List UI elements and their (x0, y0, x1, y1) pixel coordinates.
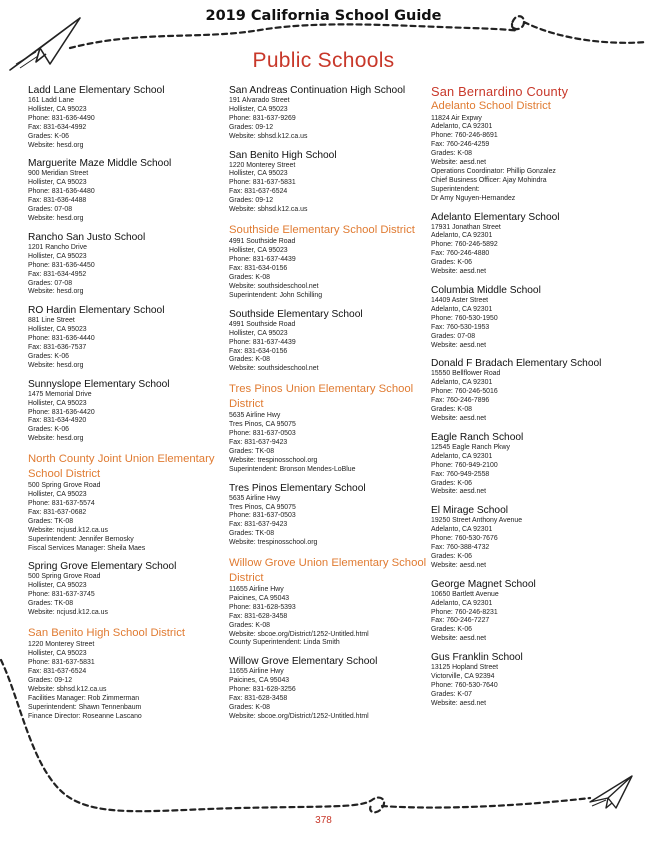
entry-detail-line: Hollister, CA 95023 (28, 650, 87, 658)
page-number: 378 (315, 815, 332, 826)
entry-detail-line: 15550 Bellflower Road (431, 370, 501, 378)
entry-detail-line: 5635 Airline Hwy (229, 412, 281, 420)
school-entry (229, 656, 427, 721)
school-entry (431, 212, 631, 277)
entry-detail-line: Fax: 831-634-4920 (28, 417, 87, 425)
entry-detail-line: Grades: K-06 (431, 626, 472, 634)
entry-detail-line: 10650 Bartlett Avenue (431, 590, 499, 598)
entry-detail-line: 191 Alvarado Street (229, 97, 290, 104)
entry-detail-line: Paicines, CA 95043 (229, 594, 290, 602)
school-name: Donald F Bradach Elementary School (431, 358, 602, 370)
entry-detail-line: Hollister, CA 95023 (28, 179, 87, 187)
entry-detail-line: Superintendent: Bronson Mendes-LoBlue (229, 465, 356, 473)
school-name: Gus Franklin School (431, 652, 523, 664)
entry-detail-line: Phone: 831-636-4450 (28, 261, 95, 269)
entry-detail-line: Fax: 760-246-4880 (431, 250, 490, 258)
entry-detail-line: Tres Pinos, CA 95075 (229, 503, 296, 511)
entry-detail-line: Superintendent: Jennifer Bernosky (28, 535, 134, 543)
district-heading: Adelanto School District (431, 100, 551, 112)
entry-detail-line: Finance Director: Roseanne Lascano (28, 712, 142, 720)
entry-detail-line: Fax: 760-388-4732 (431, 544, 490, 552)
entry-detail-line: Grades: K-08 (229, 356, 270, 364)
entry-detail-line: Adelanto, CA 92301 (431, 526, 493, 534)
entry-detail-line: Phone: 831-636-4490 (28, 114, 95, 122)
entry-detail-line: Website: southsideschool.net (229, 283, 319, 290)
paper-airplane-icon (586, 772, 636, 814)
school-name: Rancho San Justo School (28, 231, 146, 243)
district-heading: Southside Elementary School District (229, 223, 415, 236)
entry-detail-line: Hollister, CA 95023 (28, 399, 87, 407)
district-entry (229, 223, 427, 301)
school-name: San Andreas Continuation High School (229, 85, 406, 96)
district-entry (229, 382, 427, 474)
school-name: Marguerite Maze Middle School (28, 158, 172, 170)
entry-detail-line: Website: aesd.net (431, 635, 487, 643)
entry-detail-line: Phone: 831-636-4440 (28, 335, 95, 343)
entry-detail-line: Adelanto, CA 92301 (431, 305, 493, 313)
entry-detail-line: 1201 Rancho Drive (28, 243, 87, 251)
school-entry (229, 483, 427, 548)
entry-detail-line: 19250 Street Anthony Avenue (431, 517, 523, 525)
entry-detail-line: 161 Ladd Lane (28, 97, 74, 104)
district-heading: North County Joint Union Elementary School District (28, 453, 215, 480)
school-entry (431, 652, 631, 709)
school-name: El Mirage School (431, 505, 509, 517)
entry-detail-line: 11655 Airline Hwy (229, 586, 284, 594)
entry-detail-line: Website: sbhsd.k12.ca.us (229, 132, 308, 140)
district-heading: Tres Pinos Union Elementary School District (229, 383, 414, 410)
entry-detail-line: Hollister, CA 95023 (28, 491, 87, 499)
entry-detail-line: Fax: 831-636-4488 (28, 197, 87, 205)
entry-detail-line: Phone: 831-636-4480 (28, 188, 95, 196)
entry-detail-line: Grades: K-06 (431, 552, 472, 560)
entry-detail-line: Website: aesd.net (431, 699, 487, 707)
entry-detail-line: 1220 Monterey Street (229, 161, 296, 169)
entry-detail-line: 17931 Jonathan Street (431, 223, 501, 231)
entry-detail-line: Fax: 760-246-7896 (431, 397, 490, 405)
entry-detail-line: Phone: 831-637-0503 (229, 512, 296, 520)
entry-detail-line: Fax: 831-634-0156 (229, 265, 288, 273)
column-3 (431, 85, 631, 717)
entry-detail-line: Phone: 760-246-8231 (431, 608, 498, 616)
entry-detail-line: Website: trespinosschool.org (229, 539, 318, 547)
entry-detail-line: Grades: K-06 (431, 259, 472, 267)
school-name: Southside Elementary School (229, 308, 363, 320)
section-title: Public Schools (252, 49, 395, 72)
school-name: George Magnet School (431, 578, 536, 590)
school-entry (229, 85, 427, 142)
entry-detail-line: Grades: TK-08 (28, 600, 74, 608)
entry-detail-line: Superintendent: (431, 185, 480, 193)
entry-detail-line: Website: trespinosschool.org (229, 456, 318, 464)
entry-detail-line: Phone: 760-530-7676 (431, 535, 498, 543)
school-entry (28, 232, 220, 297)
entry-detail-line: Phone: 831-637-3745 (28, 591, 95, 599)
entry-detail-line: Hollister, CA 95023 (229, 170, 288, 178)
entry-detail-line: Website: hesd.org (28, 435, 84, 443)
entry-detail-line: Fax: 831-628-3458 (229, 612, 288, 620)
entry-detail-line: Phone: 760-530-7640 (431, 682, 498, 689)
entry-detail-line: Phone: 831-637-5831 (28, 659, 95, 667)
entry-detail-line: Grades: 07-08 (28, 279, 73, 287)
entry-detail-line: 4991 Southside Road (229, 320, 296, 328)
entry-detail-line: Website: sbcoe.org/District/1252-Untitled.html (229, 630, 369, 638)
school-entry (229, 309, 427, 374)
entry-detail-line: 11655 Airline Hwy (229, 668, 284, 676)
entry-detail-line: 500 Spring Grove Road (28, 482, 101, 490)
entry-detail-line: Phone: 831-636-4420 (28, 408, 95, 416)
school-entry (28, 561, 220, 618)
entry-detail-line: Fax: 760-949-2558 (431, 470, 490, 478)
entry-detail-line: Website: ncjusd.k12.ca.us (28, 609, 108, 617)
school-entry (28, 379, 220, 444)
entry-detail-line: Fax: 831-634-4952 (28, 270, 87, 278)
entry-detail-line: Adelanto, CA 92301 (431, 379, 493, 387)
column-1 (28, 85, 220, 730)
entry-detail-line: Phone: 760-246-8691 (431, 132, 498, 140)
entry-detail-line: Fax: 831-636-7537 (28, 344, 87, 352)
entry-detail-line: Hollister, CA 95023 (28, 582, 87, 590)
school-entry (28, 85, 220, 150)
entry-detail-line: Grades: TK-08 (28, 517, 74, 525)
entry-detail-line: Website: hesd.org (28, 361, 84, 369)
entry-detail-line: Grades: K-06 (28, 426, 69, 434)
school-name: Ladd Lane Elementary School (28, 85, 165, 96)
entry-detail-line: Fax: 831-634-4992 (28, 123, 87, 131)
district-heading: San Benito High School District (28, 626, 185, 639)
entry-detail-line: Grades: K-08 (431, 150, 472, 158)
school-name: Sunnyslope Elementary School (28, 378, 170, 390)
school-entry (28, 158, 220, 223)
entry-detail-line: Grades: K-08 (229, 704, 270, 711)
entry-detail-line: Phone: 831-637-4439 (229, 338, 296, 346)
entry-detail-line: Website: aesd.net (431, 561, 487, 569)
school-entry (431, 285, 631, 350)
entry-detail-line: Phone: 831-637-5831 (229, 179, 296, 187)
district-entry (28, 452, 220, 553)
entry-detail-line: Phone: 760-530-1950 (431, 314, 498, 322)
school-name: Willow Grove Elementary School (229, 656, 378, 668)
entry-detail-line: Website: sbhsd.k12.ca.us (229, 206, 308, 214)
entry-detail-line: Fiscal Services Manager: Sheila Maes (28, 544, 146, 552)
entry-detail-line: County Superintendent: Linda Smith (229, 639, 340, 647)
column-2 (229, 85, 427, 730)
entry-detail-line: Adelanto, CA 92301 (431, 452, 493, 460)
entry-detail-line: Hollister, CA 95023 (229, 329, 288, 337)
entry-detail-line: Grades: 07-08 (28, 206, 73, 214)
school-entry (431, 505, 631, 570)
entry-detail-line: Facilities Manager: Rob Zimmerman (28, 694, 140, 702)
school-name: Adelanto Elementary School (431, 211, 560, 223)
entry-detail-line: Grades: 09-12 (229, 197, 274, 205)
entry-detail-line: Fax: 831-637-9423 (229, 438, 288, 446)
entry-detail-line: Chief Business Officer: Ajay Mohindra (431, 176, 547, 184)
entry-detail-line: 12545 Eagle Ranch Pkwy (431, 443, 510, 451)
district-entry (229, 556, 427, 648)
entry-detail-line: Grades: K-07 (431, 690, 472, 698)
entry-detail-line: Fax: 760-246-4259 (431, 141, 490, 149)
entry-detail-line: 13125 Hopland Street (431, 664, 499, 672)
entry-detail-line: Hollister, CA 95023 (28, 252, 87, 260)
entry-detail-line: 1220 Monterey Street (28, 641, 95, 649)
entry-detail-line: Grades: K-06 (28, 132, 69, 140)
entry-detail-line: Website: aesd.net (431, 268, 487, 276)
district-entry (28, 626, 220, 722)
school-entry (28, 305, 220, 370)
entry-detail-line: Website: sbcoe.org/District/1252-Untitled.html (229, 712, 369, 720)
county-heading: San Bernardino County (431, 84, 569, 99)
entry-detail-line: 900 Meridian Street (28, 170, 89, 178)
entry-detail-line: Fax: 831-637-9423 (229, 521, 288, 529)
entry-detail-line: Website: aesd.net (431, 159, 487, 167)
school-name: Eagle Ranch School (431, 431, 524, 443)
entry-detail-line: Website: hesd.org (28, 288, 84, 296)
entry-detail-line: Grades: TK-08 (229, 530, 275, 538)
district-heading: Willow Grove Union Elementary School District (229, 557, 427, 584)
school-name: San Benito High School (229, 149, 337, 161)
entry-detail-line: Website: aesd.net (431, 488, 487, 496)
entry-detail-line: Fax: 760-530-1953 (431, 323, 490, 331)
district-entry (431, 85, 631, 204)
entry-detail-line: Website: southsideschool.net (229, 365, 319, 373)
school-name: Columbia Middle School (431, 285, 541, 296)
entry-detail-line: Grades: 09-12 (229, 123, 274, 131)
entry-detail-line: Operations Coordinator: Phillip Gonzalez (431, 167, 556, 175)
entry-detail-line: 1475 Memorial Drive (28, 390, 92, 398)
school-name: Spring Grove Elementary School (28, 561, 177, 573)
guide-title: 2019 California School Guide (205, 8, 442, 24)
entry-detail-line: Grades: K-08 (229, 274, 270, 282)
entry-detail-line: Fax: 831-637-6524 (28, 668, 87, 676)
entry-detail-line: Grades: 09-12 (28, 677, 73, 685)
entry-detail-line: Grades: 07-08 (431, 332, 476, 340)
entry-detail-line: Website: aesd.net (431, 341, 487, 349)
entry-detail-line: Grades: K-06 (28, 352, 69, 360)
entry-detail-line: Victorville, CA 92394 (431, 673, 495, 681)
entry-detail-line: Fax: 831-637-6524 (229, 188, 288, 196)
entry-detail-line: Hollister, CA 95023 (28, 326, 87, 334)
entry-detail-line: Website: hesd.org (28, 141, 84, 149)
entry-detail-line: Website: hesd.org (28, 214, 84, 222)
entry-detail-line: Fax: 831-634-0156 (229, 347, 288, 355)
school-entry (229, 150, 427, 215)
entry-detail-line: Fax: 831-628-3458 (229, 695, 288, 703)
entry-detail-line: Website: ncjusd.k12.ca.us (28, 526, 108, 534)
entry-detail-line: Grades: K-06 (431, 479, 472, 487)
school-entry (431, 579, 631, 644)
school-entry (431, 432, 631, 497)
entry-detail-line: Paicines, CA 95043 (229, 677, 290, 685)
entry-detail-line: Superintendent: Shawn Tennenbaum (28, 703, 142, 711)
entry-detail-line: 881 Line Street (28, 317, 75, 325)
entry-detail-line: Fax: 831-637-0682 (28, 508, 87, 516)
entry-detail-line: 14409 Aster Street (431, 297, 489, 304)
entry-detail-line: Adelanto, CA 92301 (431, 123, 493, 131)
entry-detail-line: 11824 Air Expwy (431, 114, 482, 122)
entry-detail-line: Phone: 760-246-5016 (431, 388, 498, 396)
entry-detail-line: 5635 Airline Hwy (229, 494, 281, 502)
entry-detail-line: Phone: 831-637-9269 (229, 114, 296, 122)
entry-detail-line: Phone: 831-637-4439 (229, 256, 296, 264)
entry-detail-line: Phone: 831-628-5393 (229, 603, 296, 611)
school-name: RO Hardin Elementary School (28, 305, 165, 317)
entry-detail-line: Website: sbhsd.k12.ca.us (28, 686, 107, 693)
entry-detail-line: 4991 Southside Road (229, 238, 296, 246)
entry-detail-line: Tres Pinos, CA 95075 (229, 421, 296, 429)
school-entry (431, 358, 631, 423)
school-name: Tres Pinos Elementary School (229, 482, 366, 494)
entry-detail-line: Dr Amy Nguyen-Hernandez (431, 194, 516, 202)
entry-detail-line: Phone: 831-637-5574 (28, 500, 95, 507)
entry-detail-line: Grades: K-08 (229, 621, 270, 629)
entry-detail-line: Hollister, CA 95023 (229, 247, 288, 255)
entry-detail-line: Fax: 760-246-7227 (431, 617, 490, 625)
entry-detail-line: 500 Spring Grove Road (28, 573, 101, 581)
entry-detail-line: Website: aesd.net (431, 414, 487, 422)
entry-detail-line: Phone: 831-628-3256 (229, 686, 296, 694)
entry-detail-line: Adelanto, CA 92301 (431, 599, 493, 607)
entry-detail-line: Phone: 760-949-2100 (431, 461, 498, 469)
entry-detail-line: Hollister, CA 95023 (28, 105, 87, 113)
entry-detail-line: Superintendent: John Schilling (229, 291, 323, 299)
entry-detail-line: Hollister, CA 95023 (229, 105, 288, 113)
entry-detail-line: Phone: 760-246-5892 (431, 241, 498, 249)
entry-detail-line: Grades: K-08 (431, 406, 472, 414)
entry-detail-line: Phone: 831-637-0503 (229, 430, 296, 438)
entry-detail-line: Grades: TK-08 (229, 447, 275, 455)
entry-detail-line: Adelanto, CA 92301 (431, 232, 493, 240)
